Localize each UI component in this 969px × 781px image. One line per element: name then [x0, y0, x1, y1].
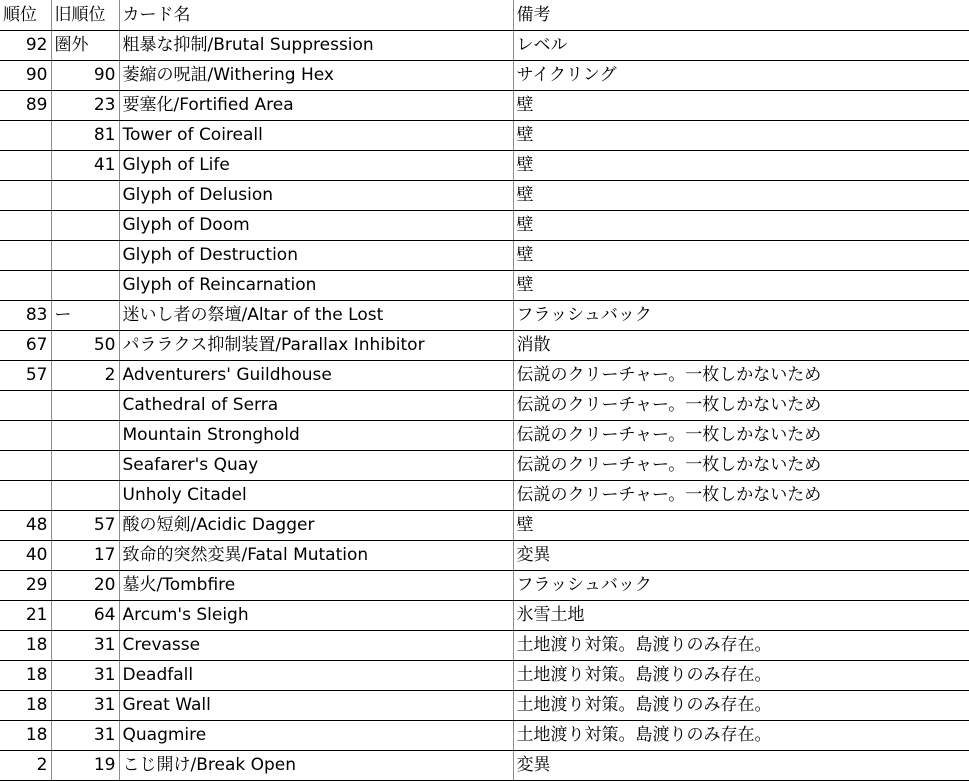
rank-cell[interactable]: 21	[0, 601, 51, 631]
card-name-cell[interactable]: 萎縮の呪詛/Withering Hex	[119, 61, 513, 91]
note-cell[interactable]: 伝説のクリーチャー。一枚しかないため	[513, 391, 969, 421]
card-name-cell[interactable]: Glyph of Life	[119, 151, 513, 181]
card-name-cell[interactable]: Adventurers' Guildhouse	[119, 361, 513, 391]
table-row	[0, 61, 969, 91]
table-row	[0, 151, 969, 181]
card-name-cell[interactable]: Crevasse	[119, 631, 513, 661]
old-rank-cell[interactable]	[51, 451, 119, 481]
rank-cell[interactable]: 89	[0, 91, 51, 121]
old-rank-cell[interactable]: 31	[51, 661, 119, 691]
note-cell[interactable]: 壁	[513, 271, 969, 301]
rank-cell[interactable]	[0, 151, 51, 181]
rank-cell[interactable]: 18	[0, 631, 51, 661]
card-name-cell[interactable]: Glyph of Delusion	[119, 181, 513, 211]
card-name-cell[interactable]: Cathedral of Serra	[119, 391, 513, 421]
old-rank-cell[interactable]	[51, 241, 119, 271]
table-row	[0, 301, 969, 331]
rank-cell[interactable]: 29	[0, 571, 51, 601]
rank-cell[interactable]	[0, 181, 51, 211]
note-cell[interactable]: サイクリング	[513, 61, 969, 91]
rank-cell[interactable]: 92	[0, 31, 51, 61]
rank-cell[interactable]: 2	[0, 751, 51, 781]
table-row	[0, 601, 969, 631]
note-cell[interactable]: 壁	[513, 181, 969, 211]
old-rank-cell[interactable]: 90	[51, 61, 119, 91]
rank-cell[interactable]	[0, 241, 51, 271]
old-rank-cell[interactable]: 41	[51, 151, 119, 181]
card-name-cell[interactable]: こじ開け/Break Open	[119, 751, 513, 781]
card-name-cell[interactable]: Tower of Coireall	[119, 121, 513, 151]
table-row	[0, 31, 969, 61]
note-cell[interactable]: 伝説のクリーチャー。一枚しかないため	[513, 451, 969, 481]
card-name-cell[interactable]: Glyph of Reincarnation	[119, 271, 513, 301]
card-name-cell[interactable]: Quagmire	[119, 721, 513, 751]
table-row	[0, 91, 969, 121]
old-rank-cell[interactable]: 20	[51, 571, 119, 601]
table-row	[0, 571, 969, 601]
rank-cell[interactable]	[0, 391, 51, 421]
table-row	[0, 511, 969, 541]
note-cell[interactable]: 土地渡り対策。島渡りのみ存在。	[513, 691, 969, 721]
card-name-cell[interactable]: Seafarer's Quay	[119, 451, 513, 481]
table-row	[0, 121, 969, 151]
table-row	[0, 541, 969, 571]
rank-cell[interactable]	[0, 481, 51, 511]
rank-cell[interactable]: 18	[0, 691, 51, 721]
card-name-cell[interactable]: 酸の短剣/Acidic Dagger	[119, 511, 513, 541]
old-rank-cell[interactable]: 19	[51, 751, 119, 781]
rank-cell[interactable]	[0, 211, 51, 241]
old-rank-cell[interactable]: 64	[51, 601, 119, 631]
card-name-cell[interactable]: 致命的突然変異/Fatal Mutation	[119, 541, 513, 571]
rank-cell[interactable]	[0, 451, 51, 481]
rank-cell[interactable]	[0, 121, 51, 151]
old-rank-cell[interactable]	[51, 481, 119, 511]
note-cell[interactable]: フラッシュバック	[513, 301, 969, 331]
table-row	[0, 181, 969, 211]
note-cell[interactable]: 壁	[513, 91, 969, 121]
card-name-cell[interactable]: パララクス抑制装置/Parallax Inhibitor	[119, 331, 513, 361]
note-cell[interactable]: 伝説のクリーチャー。一枚しかないため	[513, 481, 969, 511]
rank-cell[interactable]: 18	[0, 721, 51, 751]
table-row	[0, 451, 969, 481]
note-cell[interactable]: 壁	[513, 241, 969, 271]
card-name-cell[interactable]: 要塞化/Fortified Area	[119, 91, 513, 121]
table-row	[0, 391, 969, 421]
table-row	[0, 721, 969, 751]
table-row	[0, 241, 969, 271]
card-name-cell[interactable]: Arcum's Sleigh	[119, 601, 513, 631]
card-name-cell[interactable]: Deadfall	[119, 661, 513, 691]
old-rank-cell[interactable]: 2	[51, 361, 119, 391]
note-cell[interactable]: 壁	[513, 121, 969, 151]
note-cell[interactable]: 土地渡り対策。島渡りのみ存在。	[513, 631, 969, 661]
note-cell[interactable]: 土地渡り対策。島渡りのみ存在。	[513, 721, 969, 751]
table-row	[0, 631, 969, 661]
header-rank[interactable]: 順位	[0, 0, 51, 31]
table-row	[0, 331, 969, 361]
rank-cell[interactable]: 40	[0, 541, 51, 571]
note-cell[interactable]: 変異	[513, 541, 969, 571]
old-rank-cell[interactable]: 31	[51, 691, 119, 721]
old-rank-cell[interactable]: 31	[51, 721, 119, 751]
note-cell[interactable]: 壁	[513, 511, 969, 541]
note-cell[interactable]: フラッシュバック	[513, 571, 969, 601]
old-rank-cell[interactable]	[51, 211, 119, 241]
note-cell[interactable]: 変異	[513, 751, 969, 781]
rank-cell[interactable]: 67	[0, 331, 51, 361]
card-name-cell[interactable]: Unholy Citadel	[119, 481, 513, 511]
rank-cell[interactable]	[0, 421, 51, 451]
note-cell[interactable]: 壁	[513, 211, 969, 241]
note-cell[interactable]: 土地渡り対策。島渡りのみ存在。	[513, 661, 969, 691]
card-name-cell[interactable]: Great Wall	[119, 691, 513, 721]
old-rank-cell[interactable]	[51, 391, 119, 421]
card-name-cell[interactable]: 墓火/Tombfire	[119, 571, 513, 601]
note-cell[interactable]: 伝説のクリーチャー。一枚しかないため	[513, 361, 969, 391]
table-row	[0, 421, 969, 451]
header-card-name[interactable]: カード名	[119, 0, 513, 31]
card-name-cell[interactable]: Glyph of Doom	[119, 211, 513, 241]
rank-cell[interactable]: 90	[0, 61, 51, 91]
table-body	[0, 31, 969, 781]
table-row	[0, 211, 969, 241]
note-cell[interactable]: 消散	[513, 331, 969, 361]
rank-cell[interactable]: 18	[0, 661, 51, 691]
card-name-cell[interactable]: Glyph of Destruction	[119, 241, 513, 271]
old-rank-cell[interactable]: 57	[51, 511, 119, 541]
table-row	[0, 481, 969, 511]
rank-cell[interactable]: 48	[0, 511, 51, 541]
old-rank-cell[interactable]: 17	[51, 541, 119, 571]
header-notes[interactable]: 備考	[513, 0, 969, 31]
table-row	[0, 271, 969, 301]
old-rank-cell[interactable]	[51, 181, 119, 211]
header-old-rank[interactable]: 旧順位	[51, 0, 119, 31]
table-row	[0, 751, 969, 781]
card-name-cell[interactable]: Mountain Stronghold	[119, 421, 513, 451]
old-rank-cell[interactable]: 50	[51, 331, 119, 361]
old-rank-cell[interactable]: 81	[51, 121, 119, 151]
note-cell[interactable]: 伝説のクリーチャー。一枚しかないため	[513, 421, 969, 451]
card-name-cell[interactable]: 粗暴な抑制/Brutal Suppression	[119, 31, 513, 61]
old-rank-cell[interactable]	[51, 421, 119, 451]
note-cell[interactable]: 壁	[513, 151, 969, 181]
note-cell[interactable]: レベル	[513, 31, 969, 61]
rank-cell[interactable]: 57	[0, 361, 51, 391]
rank-cell[interactable]	[0, 271, 51, 301]
old-rank-cell[interactable]: 23	[51, 91, 119, 121]
old-rank-cell[interactable]: 31	[51, 631, 119, 661]
old-rank-cell[interactable]: 圏外	[51, 31, 119, 61]
card-name-cell[interactable]: 迷いし者の祭壇/Altar of the Lost	[119, 301, 513, 331]
old-rank-cell[interactable]	[51, 271, 119, 301]
table-row	[0, 661, 969, 691]
old-rank-cell[interactable]: ー	[51, 301, 119, 331]
table-row	[0, 361, 969, 391]
header-row	[0, 0, 969, 31]
note-cell[interactable]: 氷雪土地	[513, 601, 969, 631]
rank-cell[interactable]: 83	[0, 301, 51, 331]
table-row	[0, 691, 969, 721]
